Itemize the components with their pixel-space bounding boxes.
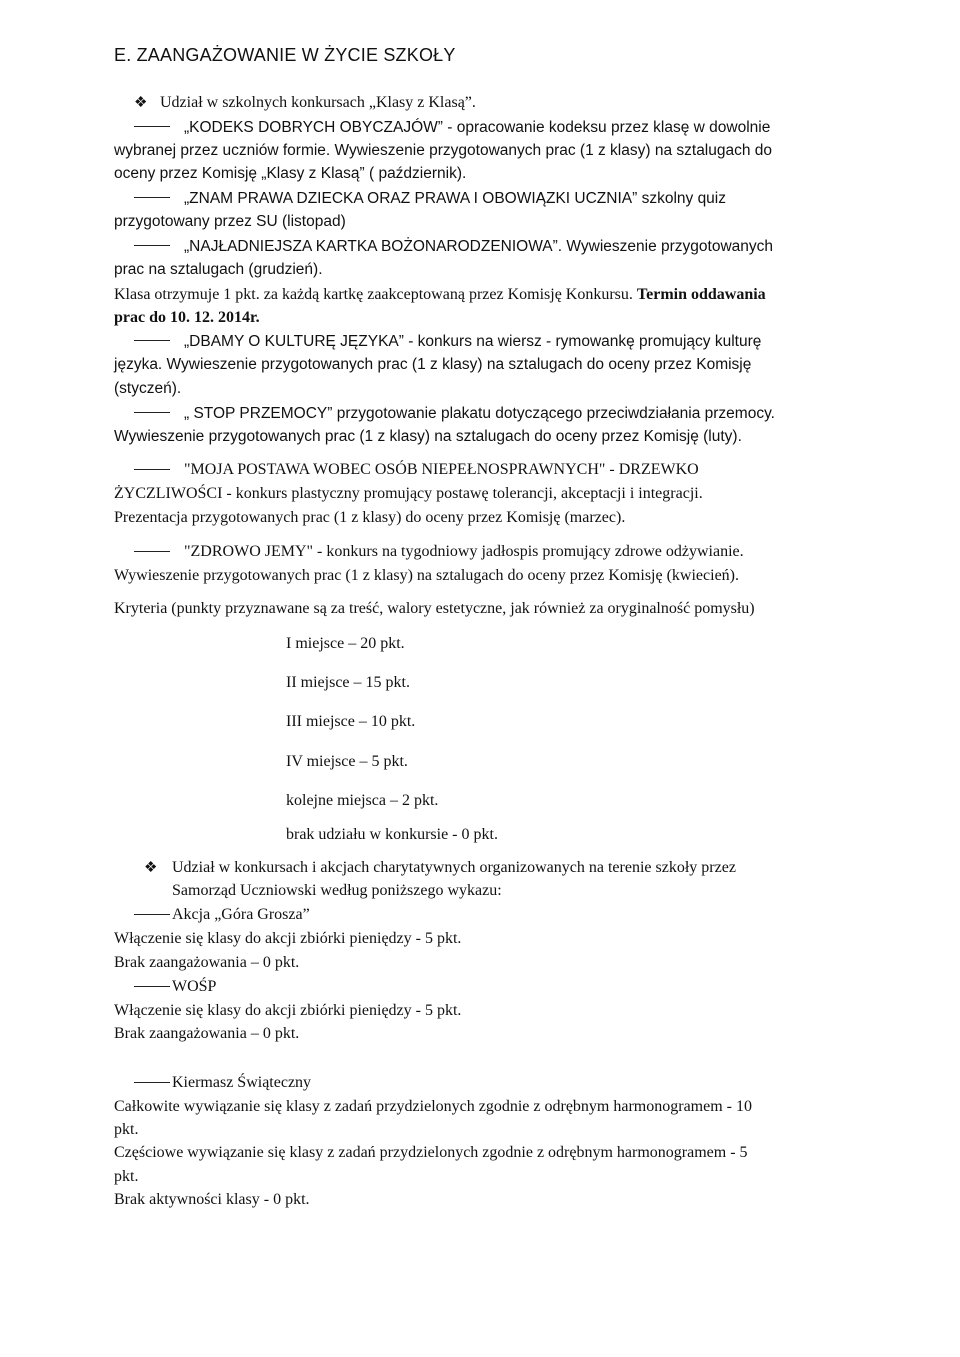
stop-line-1 bbox=[134, 404, 775, 424]
dash-marker bbox=[134, 245, 170, 246]
wosp-line-2: Brak zaangażowania – 0 pkt. bbox=[114, 1025, 300, 1042]
kartka-line-3 bbox=[114, 285, 766, 305]
kartka-line-1 bbox=[134, 237, 773, 257]
score-item: kolejne miejsca – 2 pkt. bbox=[286, 792, 439, 809]
criteria-text: Kryteria (punkty przyznawane są za treść, walory estetyczne, jak również za oryginalność pomysłu) bbox=[114, 600, 755, 617]
diamond-bullet-icon: ❖ bbox=[144, 860, 158, 876]
kodeks-line-3: oceny przez Komisję „Klasy z Klasą” ( październik). bbox=[114, 165, 467, 182]
wosp-title-line bbox=[134, 977, 216, 997]
kartka-deadline-label: Termin oddawania bbox=[636, 286, 766, 303]
akcja-line-2: Brak zaangażowania – 0 pkt. bbox=[114, 954, 300, 971]
dash-marker bbox=[134, 197, 170, 198]
kartka-desc: Wywieszenie przygotowanych bbox=[562, 238, 774, 255]
moja-line-2: ŻYCZLIWOŚCI - konkurs plastyczny promujący postawę tolerancji, akceptacji i integracji. bbox=[114, 485, 703, 502]
znam-desc: szkolny quiz bbox=[637, 190, 726, 207]
kiermasz-line-3: Częściowe wywiązanie się klasy z zadań przydzielonych zgodnie z odrębnym harmonogramem - 5 bbox=[114, 1144, 748, 1161]
dash-marker bbox=[134, 412, 170, 413]
akcja-title: Akcja „Góra Grosza” bbox=[172, 906, 310, 923]
diamond-bullet-icon: ❖ bbox=[134, 95, 148, 111]
kiermasz-line-5: Brak aktywności klasy - 0 pkt. bbox=[114, 1191, 310, 1208]
dash-marker bbox=[134, 914, 170, 915]
akcja-title-line bbox=[134, 905, 310, 925]
kiermasz-line-2: pkt. bbox=[114, 1121, 139, 1138]
moja-line-3: Prezentacja przygotowanych prac (1 z klasy) do oceny przez Komisję (marzec). bbox=[114, 509, 626, 526]
kartka-points: Klasa otrzymuje 1 pkt. za każdą kartkę zaakceptowaną przez Komisję Konkursu. bbox=[114, 286, 637, 303]
dash-marker bbox=[134, 986, 170, 987]
dbamy-title: „DBAMY O KULTURĘ JĘZYKA” bbox=[184, 333, 404, 350]
kodeks-line-2: wybranej przez uczniów formie. Wywieszenie przygotowanych prac (1 z klasy) na sztalugach do bbox=[114, 142, 773, 159]
kiermasz-line-1: Całkowite wywiązanie się klasy z zadań przydzielonych zgodnie z odrębnym harmonogramem - 10 bbox=[114, 1098, 752, 1115]
zdrowo-line-1 bbox=[134, 542, 744, 562]
score-item: III miejsce – 10 pkt. bbox=[286, 713, 416, 730]
dash-marker bbox=[134, 469, 170, 470]
dash-marker bbox=[134, 340, 170, 341]
dash-marker bbox=[134, 551, 170, 552]
dash-marker bbox=[134, 126, 170, 127]
charity-bullet-line-1: Udział w konkursach i akcjach charytatywnych organizowanych na terenie szkoły przez bbox=[172, 859, 736, 876]
kiermasz-title: Kiermasz Świąteczny bbox=[172, 1074, 312, 1091]
kiermasz-title-line bbox=[134, 1073, 311, 1093]
znam-title: „ZNAM PRAWA DZIECKA ORAZ PRAWA I OBOWIĄZKI UCZNIA” bbox=[184, 190, 638, 207]
kodeks-desc: - opracowanie kodeksu przez klasę w dowolnie bbox=[442, 119, 771, 136]
wosp-line-1: Włączenie się klasy do akcji zbiórki pieniędzy - 5 pkt. bbox=[114, 1002, 462, 1019]
score-item: I miejsce – 20 pkt. bbox=[286, 635, 405, 652]
score-item: II miejsce – 15 pkt. bbox=[286, 674, 410, 691]
kartka-title: „NAJŁADNIEJSZA KARTKA BOŻONARODZENIOWA”. bbox=[184, 238, 563, 255]
kiermasz-line-4: pkt. bbox=[114, 1168, 139, 1185]
znam-line-1 bbox=[134, 189, 726, 209]
stop-desc: przygotowanie plakatu dotyczącego przeciwdziałania przemocy. bbox=[332, 405, 775, 422]
zdrowo-line-2: Wywieszenie przygotowanych prac (1 z klasy) na sztalugach do oceny przez Komisję (kwiecień). bbox=[114, 567, 739, 584]
znam-line-2: przygotowany przez SU (listopad) bbox=[114, 213, 346, 230]
kodeks-line-1 bbox=[134, 118, 770, 138]
kodeks-title: „KODEKS DOBRYCH OBYCZAJÓW” bbox=[184, 119, 443, 136]
stop-line-2: Wywieszenie przygotowanych prac (1 z klasy) na sztalugach do oceny przez Komisję (luty). bbox=[114, 428, 742, 445]
stop-title: „ STOP PRZEMOCY” bbox=[184, 405, 333, 422]
bullet-school-contests: Udział w szkolnych konkursach „Klasy z Klasą”. bbox=[160, 94, 476, 111]
moja-title: "MOJA POSTAWA WOBEC OSÓB NIEPEŁNOSPRAWNYCH" - DRZEWKO bbox=[184, 461, 699, 478]
dash-marker bbox=[134, 1082, 170, 1083]
kartka-line-2: prac na sztalugach (grudzień). bbox=[114, 261, 323, 278]
kartka-deadline: prac do 10. 12. 2014r. bbox=[114, 309, 260, 326]
section-heading: E. ZAANGAŻOWANIE W ŻYCIE SZKOŁY bbox=[114, 45, 456, 65]
dbamy-line-1 bbox=[134, 332, 761, 352]
dbamy-desc: - konkurs na wiersz - rymowankę promujący kulturę bbox=[403, 333, 762, 350]
akcja-line-1: Włączenie się klasy do akcji zbiórki pieniędzy - 5 pkt. bbox=[114, 930, 462, 947]
dbamy-line-2: języka. Wywieszenie przygotowanych prac (1 z klasy) na sztalugach do oceny przez Komisję bbox=[114, 356, 752, 373]
score-item: IV miejsce – 5 pkt. bbox=[286, 753, 408, 770]
moja-line-1 bbox=[134, 460, 699, 480]
charity-bullet-line-2: Samorząd Uczniowski według poniższego wykazu: bbox=[172, 882, 502, 899]
score-item: brak udziału w konkursie - 0 pkt. bbox=[286, 826, 498, 843]
wosp-title: WOŚP bbox=[172, 978, 217, 995]
zdrowo-title: "ZDROWO JEMY" - konkurs na tygodniowy jadłospis promujący zdrowe odżywianie. bbox=[184, 543, 744, 560]
dbamy-line-3: (styczeń). bbox=[114, 380, 182, 397]
